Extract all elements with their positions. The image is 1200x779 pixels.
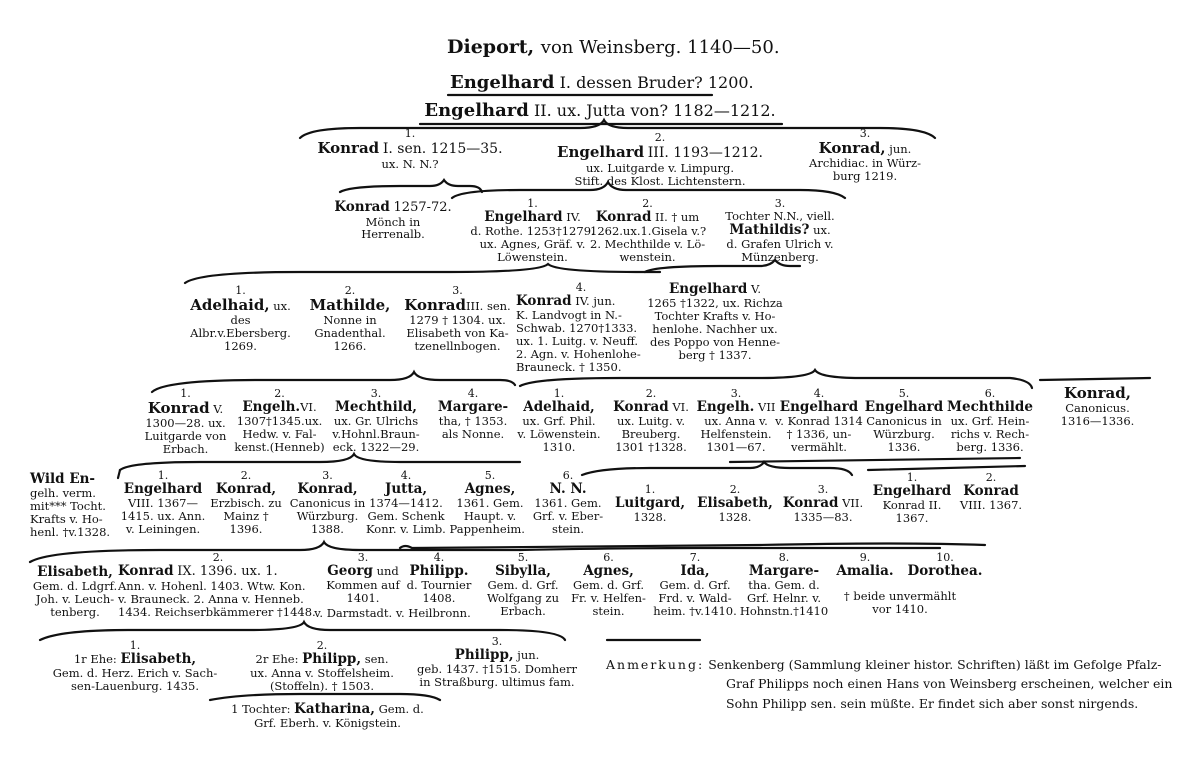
annotation-note xyxy=(606,655,1186,713)
person-konrad-jun: 3. Konrad, jun. Archidiac. in Würz- burg 1219. xyxy=(809,127,921,183)
person-ida: 7. Ida, Gem. d. Grf. Frd. v. Wald- heim. †v.1410. xyxy=(653,551,737,619)
person-konrad-2: 2. Konrad II. † um 1262.ux.1.Gisela v.? 2. Mechthilde v. Lö- wenstein. xyxy=(590,197,707,265)
person-elisabeth-sachsen: 1. 1r Ehe: Elisabeth, Gem. d. Herz. Erich v. Sach- sen-Lauenburg. 1435. xyxy=(52,639,218,694)
person-konrad-9: 2. Konrad IX. 1396. ux. 1. Ann. v. Hohenl. 1403. Wtw. Kon. v. Brauneck. 2. Anna v. Henneb. 1434. Reichserbkämmerer †1448. xyxy=(118,551,316,619)
person-engelhard-3: 2. Engelhard III. 1193—1212. ux. Luitgarde v. Limpurg. Stift. des Klost. Lichtenstern. xyxy=(557,131,763,188)
person-margaretha-1410: 8. Margare- tha. Gem. d. Grf. Helnr. v. Hohnstn.†1410 xyxy=(739,551,829,619)
person-mechthilde-1336: 6. Mechthilde ux. Grf. Hein- richs v. Rech- berg. 1336. xyxy=(947,387,1033,455)
person-location-note: v. Darmstadt. v. Heilbronn. xyxy=(314,606,471,620)
bracket-line xyxy=(582,462,852,475)
person-agnes-1361: 5. Agnes, 1361. Gem. Haupt. v. xyxy=(456,469,524,524)
annotation-line-3: Sohn Philipp sen. sein müßte. Er findet sich aber sonst nirgends. xyxy=(726,695,1139,711)
person-philipp-jun: 3. Philipp, jun. geb. 1437. †1515. Domherr in Straßburg. ultimus fam. xyxy=(416,635,577,690)
title-name: Dieport, xyxy=(447,36,535,58)
person-sibylla: 5. Sibylla, Gem. d. Grf. Wolfgang zu Erbach. xyxy=(486,551,559,619)
both-unmarried-note: † beide unvermählt vor 1410. xyxy=(843,589,957,616)
person-elisabeth-1328: 2. Elisabeth, 1328. xyxy=(697,483,773,525)
bracket-line xyxy=(340,180,482,192)
person-engelhard-1336-a: 4. Engelhard v. Konrad 1314 † 1336, un- vermählt. xyxy=(775,387,863,455)
person-konrad-7: 3. Konrad VII. 1335—83. xyxy=(782,483,864,525)
person-konrad-3: 3. KonradIII. sen. 1279 † 1304. ux. Elisabeth von Ka- tzenellnbogen. xyxy=(404,284,511,353)
annotation-line-1: Senkenberg (Sammlung kleiner histor. Schriften) läßt im Gefolge Pfalz- xyxy=(708,657,1162,672)
person-amalia: 9. Amalia. xyxy=(836,551,894,580)
person-nn-1361: 6. N. N. 1361. Gem. Grf. v. Eber- stein. xyxy=(532,469,604,537)
person-engelh-6: 2. Engelh.VI. 1307†1345.ux. Hedw. v. Fal- kenst.(Henneb) xyxy=(234,387,325,455)
person-mechthild: 3. Mechthild, ux. Gr. Ulrichs v.Hohnl.Braun- eck. 1322—29. xyxy=(332,387,420,455)
person-engelh-7: 3. Engelh. VII ux. Anna v. Helfenstein. 1301—67. xyxy=(696,387,776,455)
person-engelhard-5: Engelhard V. 1265 †1322, ux. Richza Tochter Krafts v. Ho- henlohe. Nachher ux. des Poppo von Henne- berg † 1337. xyxy=(647,281,783,362)
person-elisabeth-leuchtenberg: Elisabeth, Gem. d. Ldgrf. Joh. v. Leuch- tenberg. xyxy=(32,564,118,619)
title-rest: von Weinsberg. 1140—50. xyxy=(540,37,780,58)
person-engelhard-1336-b: 5. Engelhard Canonicus in Würzburg. 1336. xyxy=(864,387,944,455)
annotation-label: Anmerkung: xyxy=(606,657,705,672)
person-konrad-4: 4. Konrad IV. jun. K. Landvogt in N.- Schwab. 1270†1333. ux. 1. Luitg. v. Neuff. 2. Agn. v. Hohenlohe- Brauneck. † 1350. xyxy=(516,281,641,374)
person-konrad-5: 1. Konrad V. 1300—28. ux. Luitgarde von Erbach. xyxy=(144,387,227,456)
bracket-line xyxy=(868,466,1025,470)
bracket-line xyxy=(520,548,940,550)
person-agnes-helfenstein: 6. Agnes, Gem. d. Grf. Fr. v. Helfen- stein. xyxy=(571,551,646,619)
person-mathildis: 3. Tochter N.N., viell. Mathildis? ux. d. Grafen Ulrich v. Münzenberg. xyxy=(725,197,835,265)
person-mathilde-1266: 2. Mathilde, Nonne in Gnadenthal. 1266. xyxy=(309,284,391,353)
person-adelhaid-1310: 1. Adelhaid, ux. Grf. Phil. v. Löwenstein. 1310. xyxy=(517,387,601,455)
person-dorothea: 10. Dorothea. xyxy=(907,551,983,580)
bracket-line xyxy=(730,458,1020,462)
person-wild-engelh: Wild En- gelh. verm. mit*** Tocht. Krafts v. Ho- henl. †v.1328. xyxy=(30,471,111,539)
person-jutta: 4. Jutta, 1374—1412. Gem. Schenk Konr. v. Limb. Pappenheim. xyxy=(366,469,525,537)
person-konrad-canonicus: Konrad, Canonicus. 1316—1336. xyxy=(1060,384,1135,428)
person-konrad-1388: 3. Konrad, Canonicus in Würzburg. 1388. xyxy=(289,469,366,537)
person-konrad-monk: Konrad 1257-72. Mönch in Herrenalb. xyxy=(334,199,452,242)
bracket-line xyxy=(210,694,440,700)
person-konrad-8: 2. Konrad VIII. 1367. xyxy=(959,471,1023,513)
bracket-line xyxy=(1040,378,1150,380)
header-engelhard-2: Engelhard II. ux. Jutta von? 1182—1212. xyxy=(424,100,776,121)
bracket-line xyxy=(120,454,520,470)
person-konrad-1: 1. Konrad I. sen. 1215—35. ux. N. N.? xyxy=(317,127,503,171)
person-konrad-6: 2. Konrad VI. ux. Luitg. v. Breuberg. 1301 †1328. xyxy=(613,387,689,455)
person-margaretha-1353: 4. Margare- tha, † 1353. als Nonne. xyxy=(437,387,509,442)
person-adelhaid-1269: 1. Adelhaid, ux. des Albr.v.Ebersberg. 1269. xyxy=(190,284,291,353)
bracket-line xyxy=(185,264,660,283)
person-philipp-1408: 4. Philipp. d. Tournier 1408. xyxy=(406,551,472,606)
person-luitgard: 1. Luitgard, 1328. xyxy=(614,483,686,525)
person-engelhard-1367: 1. Engelhard Konrad II. 1367. xyxy=(872,471,952,526)
person-georg: 3. Georg und Kommen auf 1401. xyxy=(326,551,400,606)
header-engelhard-1: Engelhard I. dessen Bruder? 1200. xyxy=(450,72,754,93)
person-engelhard-4: 1. Engelhard IV. d. Rothe. 1253†1279. ux. Agnes, Gräf. v. Löwenstein. xyxy=(470,197,595,265)
person-philipp-sen: 2. 2r Ehe: Philipp, sen. ux. Anna v. Stoffelsheim. (Stoffeln). † 1503. xyxy=(250,639,394,694)
person-konrad-mainz: 2. Konrad, Erzbisch. zu Mainz † 1396. xyxy=(210,469,282,537)
person-katharina: 1 Tochter: Katharina, Gem. d. Grf. Eberh. v. Königstein. xyxy=(231,701,424,731)
annotation-line-2: Graf Philipps noch einen Hans von Weinsberg erscheinen, welcher ein xyxy=(726,676,1173,692)
person-engelhard-8: 1. Engelhard VIII. 1367— 1415. ux. Ann. v. Leiningen. xyxy=(120,469,206,537)
